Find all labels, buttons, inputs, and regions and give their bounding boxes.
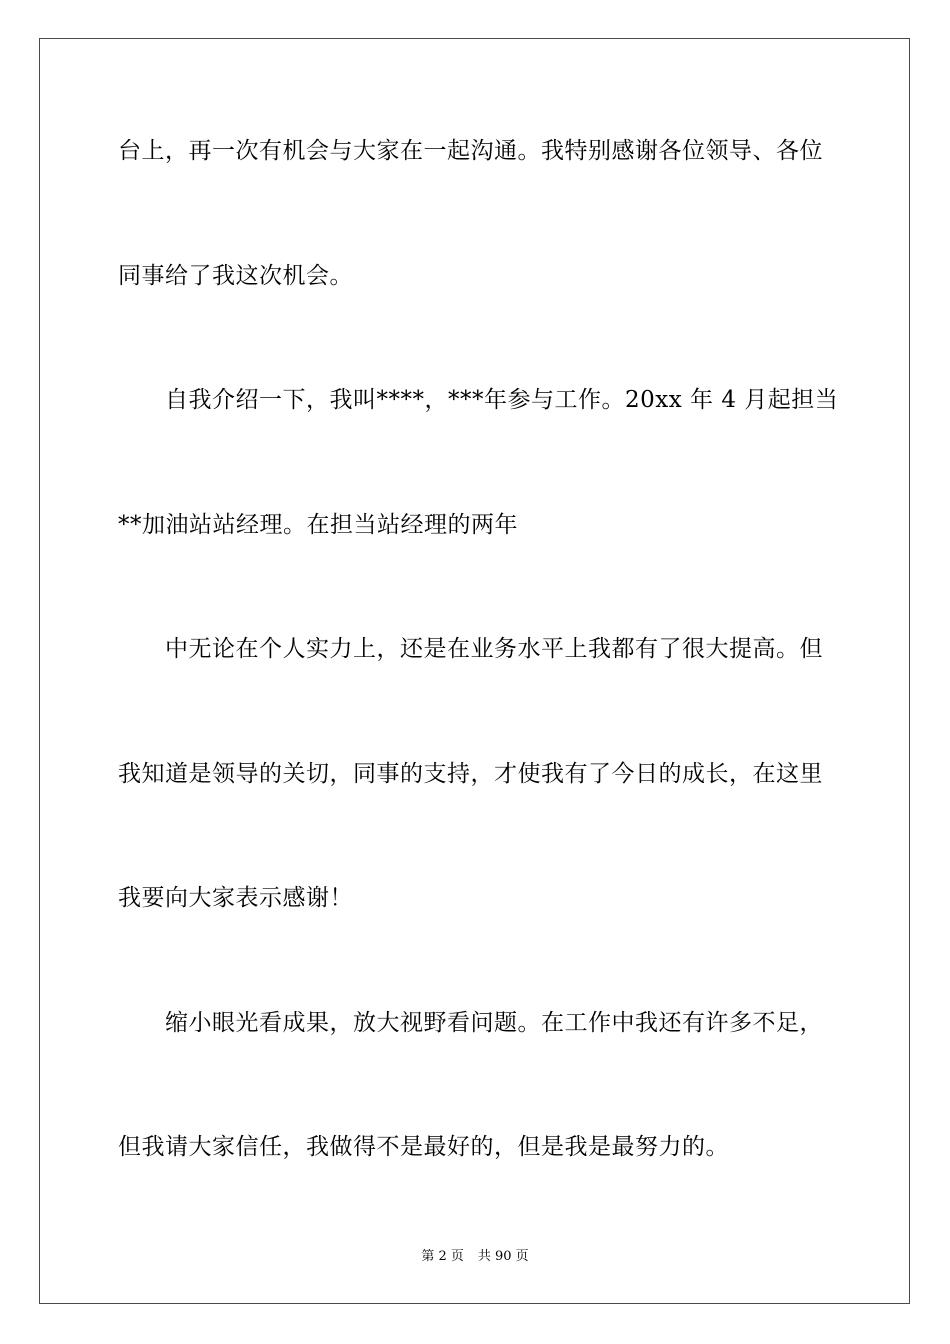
paragraph-line-1: 台上，再一次有机会与大家在一起沟通。我特别感谢各位领导、各位 xyxy=(118,138,823,164)
paragraph-line-2: 同事给了我这次机会。 xyxy=(118,263,353,289)
page-number: 第 2 页 xyxy=(421,1249,464,1264)
paragraph-line-6: 我知道是领导的关切，同事的支持，才使我有了今日的成长，在这里 xyxy=(118,761,823,787)
paragraph-line-8: 缩小眼光看成果，放大视野看问题。在工作中我还有许多不足， xyxy=(165,1010,823,1036)
paragraph-line-9: 但我请大家信任，我做得不是最好的，但是我是最努力的。 xyxy=(118,1134,729,1160)
paragraph-line-3: 自我介绍一下，我叫****，***年参与工作。20xx 年 4 月起担当 xyxy=(165,387,839,413)
page-border xyxy=(39,38,910,1304)
paragraph-line-4: **加油站站经理。在担当站经理的两年 xyxy=(118,512,518,538)
paragraph-line-7: 我要向大家表示感谢！ xyxy=(118,885,353,911)
paragraph-line-5: 中无论在个人实力上，还是在业务水平上我都有了很大提高。但 xyxy=(165,636,823,662)
page-total: 共 90 页 xyxy=(477,1249,529,1264)
page-footer xyxy=(0,1248,950,1266)
